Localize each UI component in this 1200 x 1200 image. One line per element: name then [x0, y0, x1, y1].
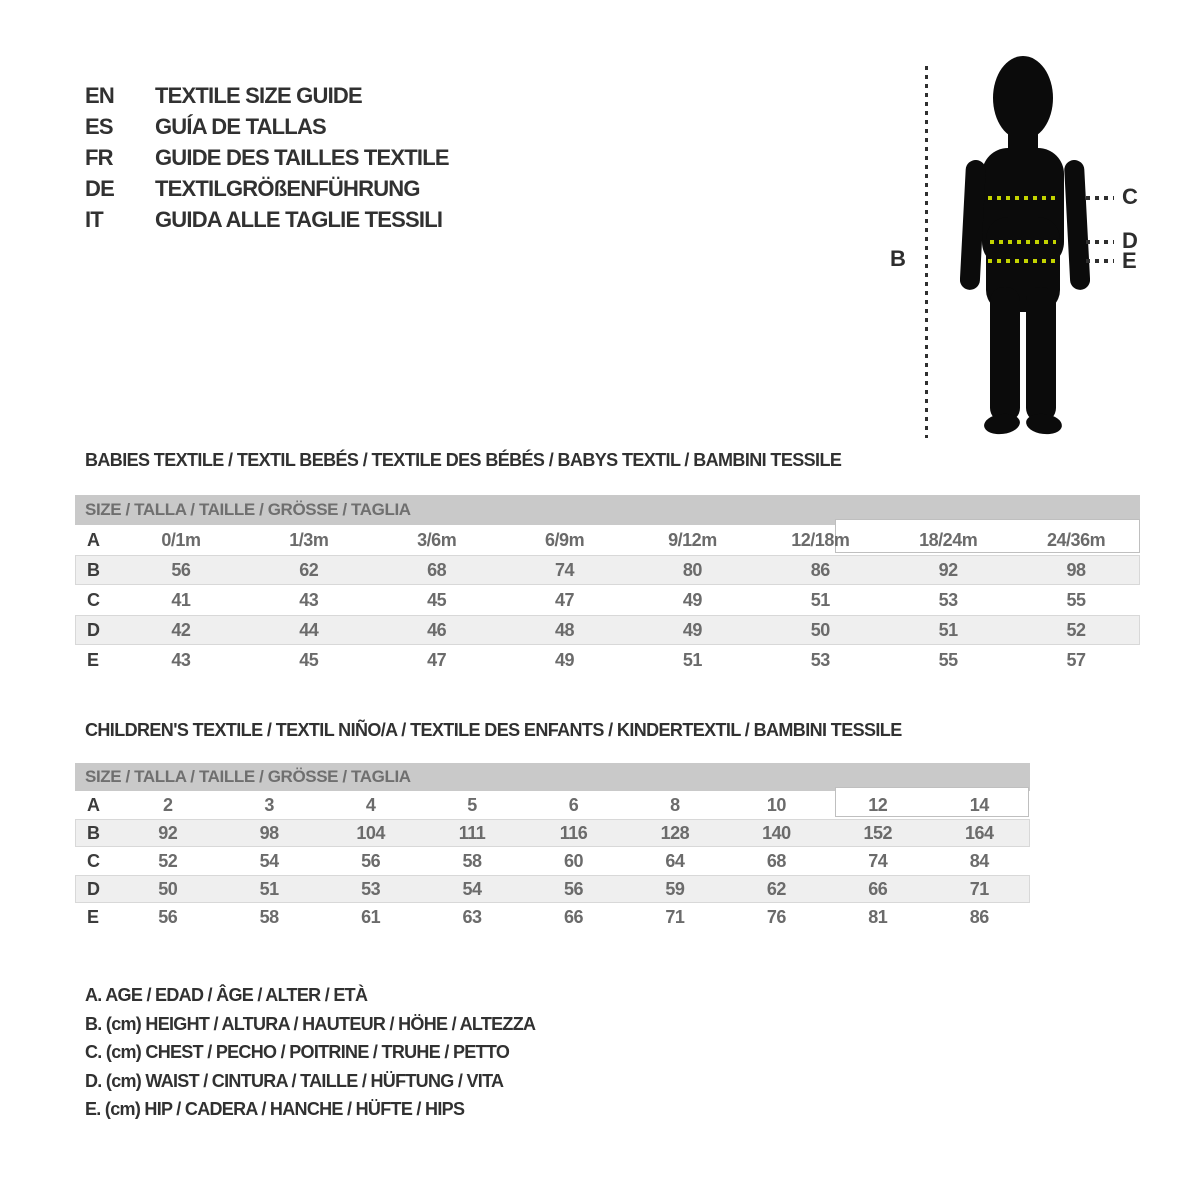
table-cell: 10 — [766, 795, 786, 815]
table-cell: 52 — [1066, 620, 1086, 640]
table-cell: 92 — [158, 823, 178, 843]
language-title: GUIDE DES TAILLES TEXTILE — [155, 145, 449, 170]
table-cell: 4 — [365, 795, 376, 815]
table-cell: 51 — [810, 590, 830, 610]
babies-section-title: BABIES TEXTILE / TEXTIL BEBÉS / TEXTILE DES BÉBÉS / BABYS TEXTIL / BAMBINI TESSILE — [85, 450, 842, 470]
table-cell: 49 — [682, 620, 702, 640]
language-code: DE — [85, 176, 114, 201]
language-code: EN — [85, 83, 114, 108]
language-row — [85, 80, 449, 111]
table-cell: 6/9m — [545, 530, 585, 550]
hip-measure-line — [988, 259, 1058, 263]
table-cell: 47 — [427, 650, 447, 670]
table-cell: 3 — [264, 795, 274, 815]
table-cell: 24/36m — [1047, 530, 1106, 550]
table-row — [75, 525, 1140, 555]
table-cell: 68 — [427, 560, 447, 580]
table-cell: 51 — [259, 879, 279, 899]
table-row — [75, 791, 1030, 819]
table-row — [75, 847, 1030, 875]
table-cell: 56 — [158, 907, 178, 927]
table-cell: 128 — [660, 823, 690, 843]
table-cell: 0/1m — [161, 530, 201, 550]
table-cell: 50 — [158, 879, 178, 899]
babies-table-rows — [75, 525, 1140, 675]
table-cell: 51 — [938, 620, 958, 640]
language-code: IT — [85, 207, 103, 232]
table-cell: 3/6m — [417, 530, 457, 550]
table-cell: 47 — [555, 590, 575, 610]
table-cell: 2 — [162, 795, 173, 815]
table-cell: 152 — [863, 823, 893, 843]
language-code: FR — [85, 145, 113, 170]
table-cell: 66 — [868, 879, 888, 899]
table-cell: 1/3m — [289, 530, 329, 550]
chest-measure-line — [988, 196, 1056, 200]
legend-line: B. (cm) HEIGHT / ALTURA / HAUTEUR / HÖHE / ALTEZZA — [85, 1013, 536, 1034]
language-row — [85, 111, 449, 142]
table-cell: 54 — [259, 851, 279, 871]
table-cell: 53 — [810, 650, 830, 670]
table-cell: 18/24m — [919, 530, 978, 550]
table-cell: 58 — [259, 907, 279, 927]
table-cell: 74 — [868, 851, 888, 871]
table-cell: 68 — [766, 851, 786, 871]
table-cell: 56 — [171, 560, 191, 580]
table-cell: 5 — [467, 795, 477, 815]
table-cell: 76 — [766, 907, 786, 927]
table-cell: 8 — [670, 795, 680, 815]
table-cell: 12 — [868, 795, 888, 815]
table-cell: 61 — [361, 907, 381, 927]
table-cell: 62 — [299, 560, 319, 580]
table-cell: 58 — [462, 851, 482, 871]
table-cell: 98 — [1066, 560, 1086, 580]
legend-line: C. (cm) CHEST / PECHO / POITRINE / TRUHE / PETTO — [85, 1042, 510, 1063]
legend-line: D. (cm) WAIST / CINTURA / TAILLE / HÜFTUNG / VITA — [85, 1070, 504, 1091]
waist-label: D — [1122, 228, 1138, 253]
children-size-table — [75, 763, 1030, 931]
table-cell: 86 — [969, 907, 989, 927]
table-cell: 45 — [427, 590, 447, 610]
row-label: A — [87, 530, 100, 550]
table-cell: 53 — [361, 879, 381, 899]
table-row — [75, 585, 1140, 615]
table-cell: 49 — [682, 590, 702, 610]
row-label: E — [87, 907, 100, 927]
table-cell: 98 — [259, 823, 279, 843]
table-cell: 55 — [1066, 590, 1086, 610]
babies-table-header: SIZE / TALLA / TAILLE / GRÖSSE / TAGLIA — [75, 495, 1140, 525]
children-table-header: SIZE / TALLA / TAILLE / GRÖSSE / TAGLIA — [75, 763, 1030, 791]
measurement-figure — [870, 40, 1200, 450]
waist-measure-line — [990, 240, 1056, 244]
table-cell: 54 — [462, 879, 482, 899]
table-cell: 45 — [299, 650, 319, 670]
row-label: E — [87, 650, 100, 670]
table-row — [75, 555, 1140, 585]
language-row — [85, 173, 449, 204]
table-cell: 140 — [762, 823, 791, 843]
table-cell: 92 — [938, 560, 958, 580]
table-row — [75, 819, 1030, 847]
language-code: ES — [85, 114, 113, 139]
waist-extension-line — [1086, 240, 1114, 244]
table-cell: 81 — [868, 907, 888, 927]
height-dotted-line — [925, 66, 928, 438]
table-row — [75, 645, 1140, 675]
table-cell: 48 — [555, 620, 575, 640]
table-cell: 116 — [559, 823, 588, 843]
table-cell: 71 — [969, 879, 989, 899]
chest-label: C — [1122, 184, 1138, 209]
table-cell: 53 — [938, 590, 958, 610]
table-cell: 50 — [810, 620, 830, 640]
table-cell: 59 — [665, 879, 685, 899]
row-label: D — [87, 620, 100, 640]
language-title: TEXTILGRÖßENFÜHRUNG — [155, 176, 420, 201]
height-label: B — [890, 246, 906, 271]
table-cell: 49 — [555, 650, 575, 670]
measurement-legend — [85, 981, 535, 1124]
babies-size-table — [75, 495, 1140, 675]
table-cell: 60 — [563, 851, 583, 871]
language-title: TEXTILE SIZE GUIDE — [155, 83, 362, 108]
table-cell: 80 — [682, 560, 702, 580]
table-cell: 111 — [458, 823, 486, 843]
table-cell: 62 — [766, 879, 786, 899]
table-cell: 71 — [665, 907, 685, 927]
children-table-rows — [75, 791, 1030, 931]
row-label: A — [87, 795, 100, 815]
table-cell: 52 — [158, 851, 178, 871]
language-title: GUÍA DE TALLAS — [155, 114, 326, 139]
table-cell: 86 — [810, 560, 830, 580]
table-cell: 41 — [171, 590, 191, 610]
table-cell: 43 — [299, 590, 319, 610]
table-cell: 104 — [356, 823, 385, 843]
table-cell: 56 — [563, 879, 583, 899]
row-label: C — [87, 851, 100, 871]
table-cell: 56 — [361, 851, 381, 871]
table-row — [75, 875, 1030, 903]
row-label: B — [87, 560, 100, 580]
hip-extension-line — [1086, 259, 1114, 263]
table-cell: 84 — [969, 851, 989, 871]
table-cell: 6 — [568, 795, 579, 815]
table-cell: 44 — [299, 620, 319, 640]
table-cell: 164 — [964, 823, 994, 843]
table-cell: 74 — [555, 560, 575, 580]
chest-extension-line — [1086, 196, 1114, 200]
table-cell: 43 — [171, 650, 191, 670]
hip-label: E — [1122, 248, 1137, 273]
table-cell: 57 — [1066, 650, 1086, 670]
table-cell: 66 — [563, 907, 583, 927]
language-title: GUIDA ALLE TAGLIE TESSILI — [155, 207, 443, 232]
language-list — [85, 80, 449, 235]
table-cell: 42 — [171, 620, 191, 640]
table-cell: 46 — [427, 620, 447, 640]
table-cell: 63 — [462, 907, 482, 927]
child-silhouette-icon — [960, 52, 1090, 437]
language-row — [85, 142, 449, 173]
row-label: B — [87, 823, 100, 843]
table-cell: 9/12m — [668, 530, 717, 550]
language-row — [85, 204, 449, 235]
table-cell: 64 — [665, 851, 685, 871]
legend-line: E. (cm) HIP / CADERA / HANCHE / HÜFTE / HIPS — [85, 1099, 465, 1120]
table-row — [75, 903, 1030, 931]
legend-line: A. AGE / EDAD / ÂGE / ALTER / ETÀ — [85, 985, 368, 1005]
row-label: D — [87, 879, 100, 899]
table-cell: 51 — [682, 650, 702, 670]
table-cell: 14 — [969, 795, 989, 815]
table-cell: 55 — [938, 650, 958, 670]
table-row — [75, 615, 1140, 645]
table-cell: 12/18m — [791, 530, 850, 550]
children-section-title: CHILDREN'S TEXTILE / TEXTIL NIÑO/A / TEXTILE DES ENFANTS / KINDERTEXTIL / BAMBINI TESSILE — [85, 720, 902, 740]
row-label: C — [87, 590, 100, 610]
